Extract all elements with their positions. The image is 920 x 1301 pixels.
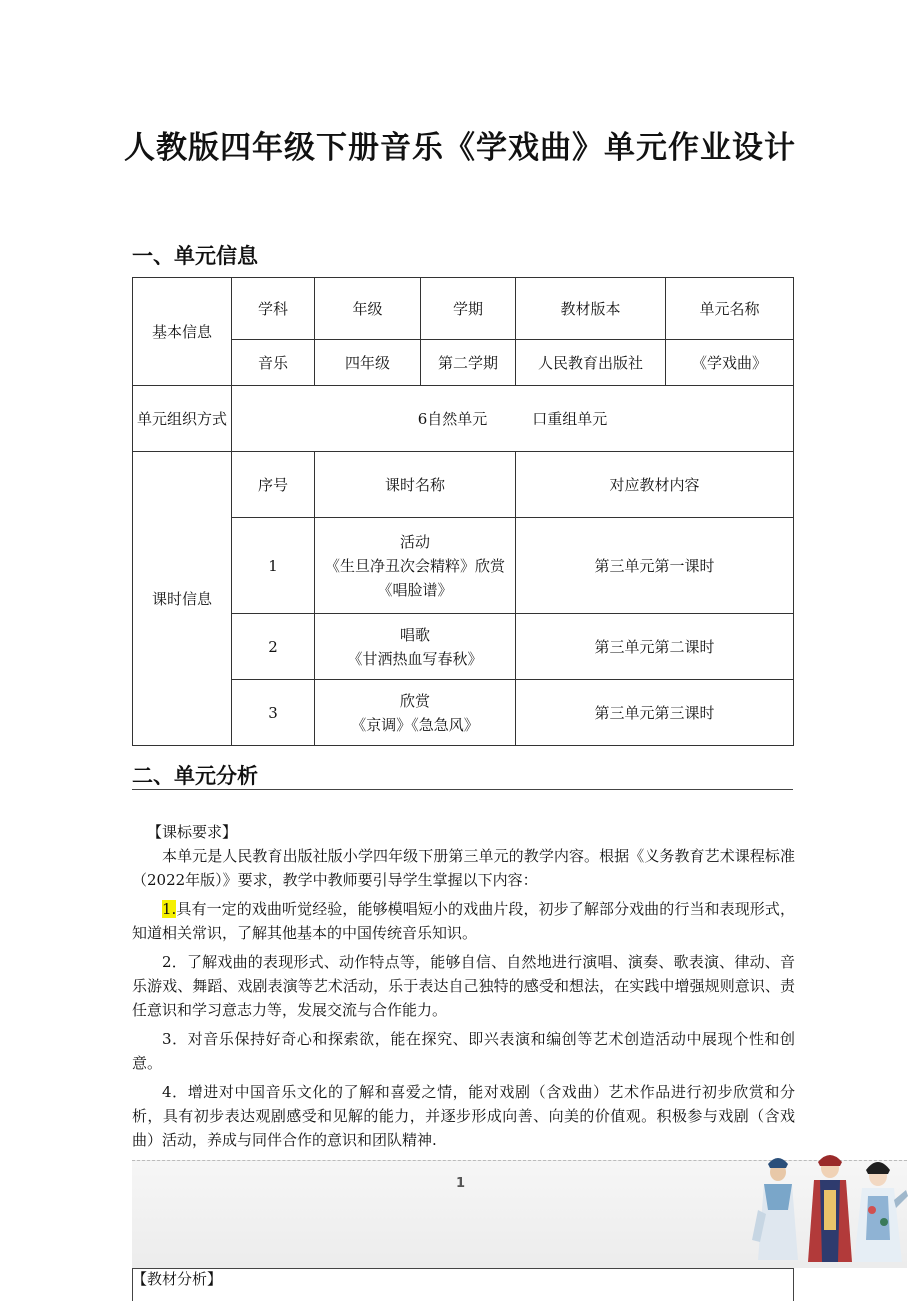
lesson-name [315, 518, 516, 614]
lesson-content: 第三单元第三课时 [516, 680, 794, 746]
lesson-title: 《京调》《急急风》 [351, 715, 479, 734]
lesson-title: 《甘洒热血写春秋》 [347, 649, 483, 668]
header-grade: 年级 [315, 278, 421, 340]
table-row [133, 518, 794, 614]
requirement-item-2: 2．了解戏曲的表现形式、动作特点等，能够自信、自然地进行演唱、演奏、歌表演、律动、音乐游戏、舞蹈、戏剧表演等艺术活动，乐于表达自己独特的感受和想法，在实践中增强规则意识、责任意识和学习意志力等，发展交流与合作能力。 [132, 953, 795, 1019]
divider [132, 789, 793, 790]
value-grade: 四年级 [315, 340, 421, 386]
value-unit-name: 《学戏曲》 [666, 340, 794, 386]
lesson-no: 2 [232, 614, 315, 680]
lesson-title: 《生旦净丑次会精粹》欣赏《唱脸谱》 [324, 556, 505, 599]
basic-info-label: 基本信息 [133, 278, 232, 386]
standard-label: 【课标要求】 [147, 823, 238, 841]
lesson-header-name: 课时名称 [315, 452, 516, 518]
lesson-header-content: 对应教材内容 [516, 452, 794, 518]
header-subject: 学科 [232, 278, 315, 340]
lesson-type: 唱歌 [399, 625, 430, 644]
unit-info-table [132, 277, 794, 746]
table-row [133, 680, 794, 746]
item-text: 具有一定的戏曲听觉经验，能够模唱短小的戏曲片段，初步了解部分戏曲的行当和表现形式，知道相关常识，了解其他基本的中国传统音乐知识。 [132, 900, 795, 942]
requirement-item-3: 3．对音乐保持好奇心和探索欲，能在探究、即兴表演和编创等艺术创造活动中展现个性和创意。 [132, 1030, 795, 1072]
table-row [133, 614, 794, 680]
value-subject: 音乐 [232, 340, 315, 386]
value-term: 第二学期 [421, 340, 516, 386]
analysis-body [132, 820, 795, 1157]
lesson-name [315, 614, 516, 680]
lesson-name [315, 680, 516, 746]
lesson-info-label: 课时信息 [133, 452, 232, 746]
lesson-content: 第三单元第二课时 [516, 614, 794, 680]
lesson-no: 1 [232, 518, 315, 614]
opera-figures-image [750, 1150, 910, 1266]
header-edition: 教材版本 [516, 278, 666, 340]
page-number: 1 [456, 1176, 466, 1191]
lesson-no: 3 [232, 680, 315, 746]
lesson-content: 第三单元第一课时 [516, 518, 794, 614]
divider [132, 1268, 793, 1269]
header-unit-name: 单元名称 [666, 278, 794, 340]
divider [793, 1268, 794, 1301]
intro-paragraph: 本单元是人民教育出版社版小学四年级下册第三单元的教学内容。根据《义务教育艺术课程标准（2022年版）》要求，教学中教师要引导学生掌握以下内容： [132, 847, 795, 889]
item-marker-highlight: 1. [162, 900, 177, 918]
lesson-type: 欣赏 [399, 691, 430, 710]
requirement-item-4: 4．增进对中国音乐文化的了解和喜爱之情，能对戏剧（含戏曲）艺术作品进行初步欣赏和分析，具有初步表达观剧感受和见解的能力，并逐步形成向善、向美的价值观。积极参与戏剧（含戏曲）活动，养成与同伴合作的意识和团队精神. [132, 1083, 795, 1149]
section-heading-unit-analysis: 二、单元分析 [132, 764, 258, 788]
requirement-item-1 [132, 897, 795, 945]
org-options: 6自然单元 口重组单元 [232, 386, 794, 452]
header-term: 学期 [421, 278, 516, 340]
value-edition: 人民教育出版社 [516, 340, 666, 386]
lesson-header-no: 序号 [232, 452, 315, 518]
org-label: 单元组织方式 [133, 386, 232, 452]
section-heading-unit-info: 一、单元信息 [132, 244, 258, 268]
textbook-analysis-heading: 【教材分析】 [132, 1270, 223, 1288]
page-title: 人教版四年级下册音乐《学戏曲》单元作业设计 [124, 130, 796, 166]
lesson-type: 活动 [399, 532, 430, 551]
